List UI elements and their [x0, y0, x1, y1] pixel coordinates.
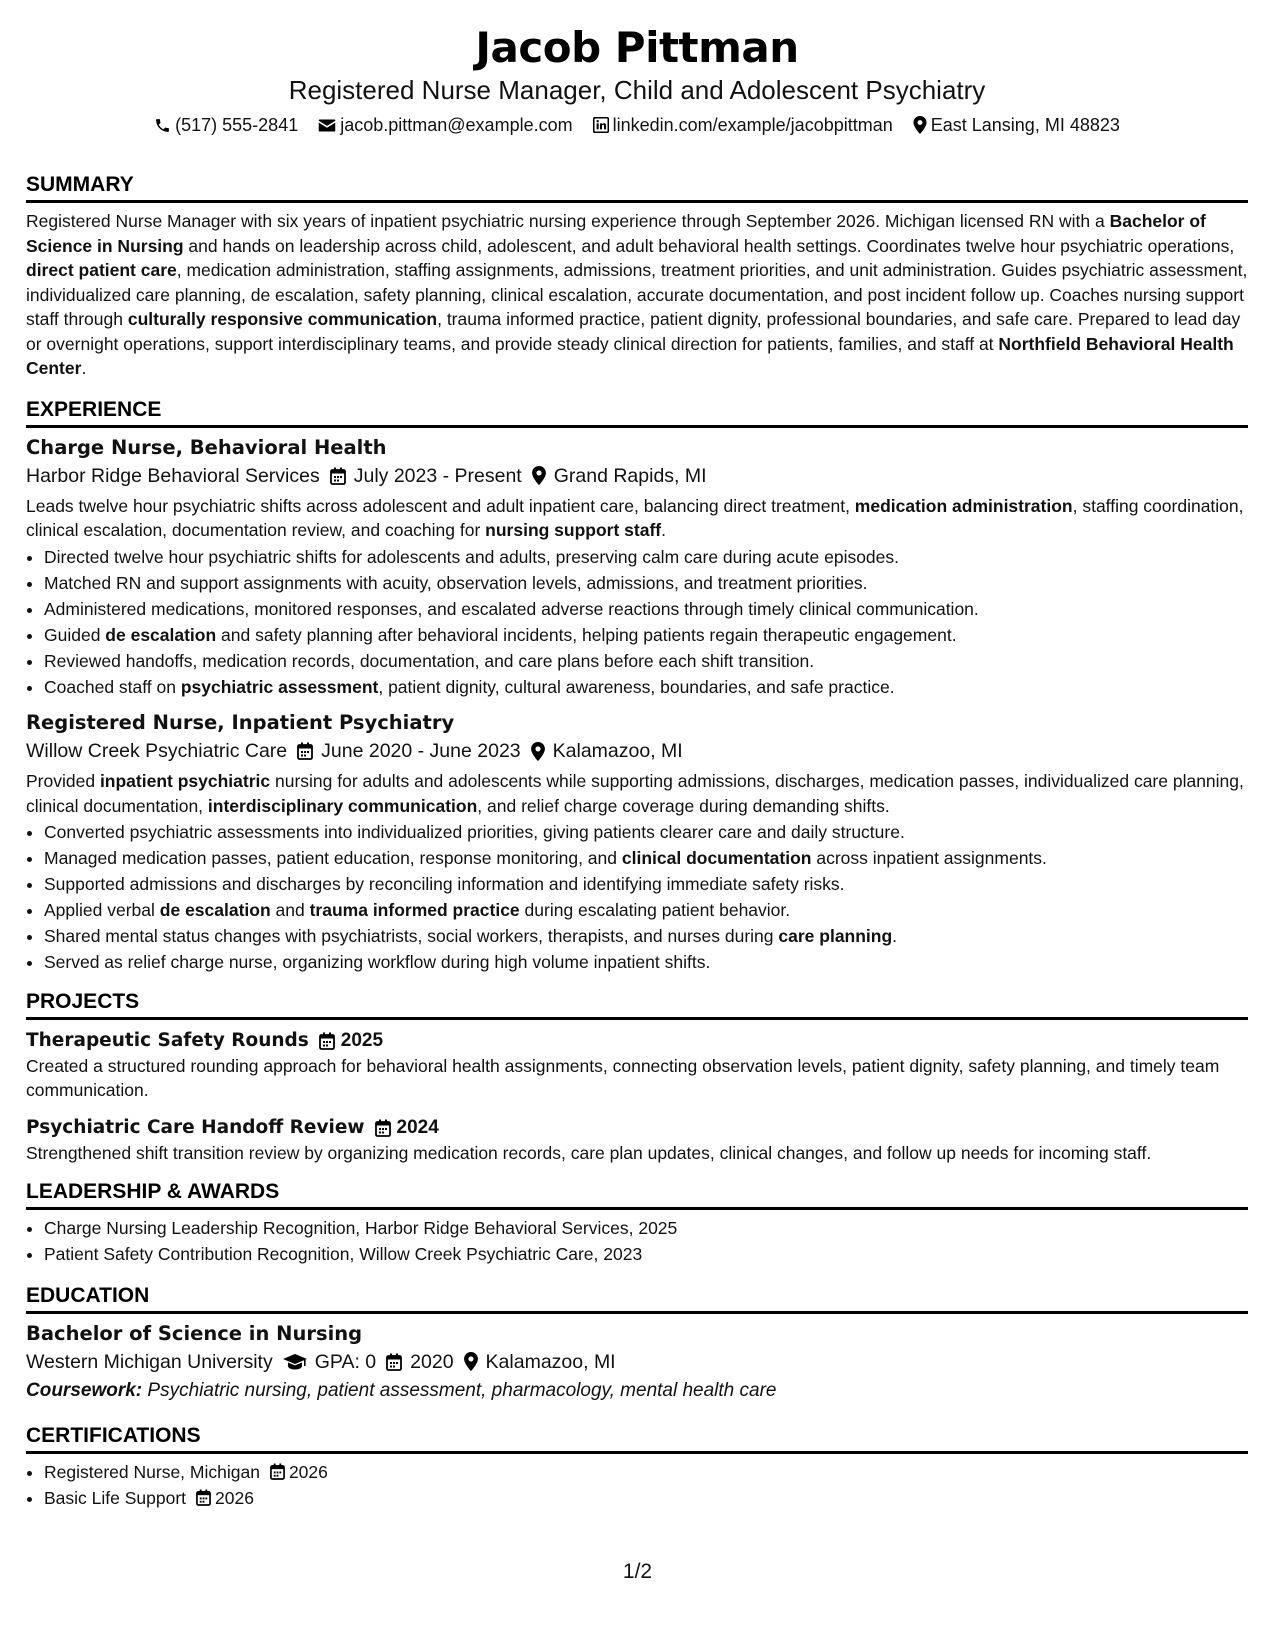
job-company: Harbor Ridge Behavioral Services	[26, 464, 320, 487]
calendar-icon	[330, 467, 346, 485]
project-title-row	[26, 1028, 1248, 1054]
list-item: • Guided de escalation and safety planning after behavioral incidents, helping patients regain therapeutic engagement.	[44, 623, 1248, 648]
job-description: Leads twelve hour psychiatric shifts across adolescent and adult inpatient care, balancing direct treatment, medication administration, staffing coordination, clinical escalation, documentation review, and coaching for nursing support staff.	[26, 495, 1244, 540]
resume-page	[26, 0, 1248, 1512]
map-pin-icon	[532, 466, 546, 485]
calendar-icon	[196, 1489, 211, 1506]
certifications-section	[26, 1423, 1248, 1511]
list-item: • Supported admissions and discharges by reconciling information and identifying immediate safety risks.	[44, 872, 1248, 897]
map-pin-icon	[531, 742, 545, 761]
section-title-certifications: CERTIFICATIONS	[26, 1423, 1248, 1454]
project-name: Psychiatric Care Handoff Review	[26, 1116, 365, 1138]
linkedin-icon	[593, 117, 609, 133]
section-title-education: EDUCATION	[26, 1283, 1248, 1314]
job-meta	[26, 462, 1248, 490]
job-dates: June 2020 - June 2023	[297, 737, 521, 765]
section-title-summary: SUMMARY	[26, 172, 1248, 203]
list-item: • Applied verbal de escalation and trauma informed practice during escalating patient behavior.	[44, 898, 1248, 923]
summary-text: Registered Nurse Manager with six years of inpatient psychiatric nursing experience through September 2026. Michigan licensed RN with a Bachelor of Science in Nursing and hands on leadership across child, adolescent, and adult behavioral health settings. Coordinates twelve hour psychiatric operations, direct patient care, medication administration, staffing assignments, admissions, treatment priorities, and unit administration. Guides psychiatric assessment, individualized care planning, de escalation, safety planning, clinical escalation, accurate documentation, and post incident follow up. Coaches nursing support staff through culturally responsive communication, trauma informed practice, patient dignity, professional boundaries, and safe care. Prepared to lead day or overnight operations, support interdisciplinary teams, and provide steady clinical direction for patients, families, and staff at Northfield Behavioral Health Center.	[26, 211, 1248, 378]
job-meta	[26, 737, 1248, 765]
contact-email[interactable]	[318, 112, 572, 138]
list-item: • Shared mental status changes with psychiatrists, social workers, therapists, and nurses during care planning.	[44, 924, 1248, 949]
cert-name: • Basic Life Support	[44, 1487, 187, 1508]
list-item	[44, 1486, 1248, 1511]
page-number: 1/2	[622, 1560, 653, 1583]
job-entry	[26, 709, 1248, 975]
list-item: • Patient Safety Contribution Recognition, Willow Creek Psychiatric Care, 2023	[44, 1242, 1248, 1267]
contact-linkedin[interactable]	[593, 112, 893, 138]
job-title: Charge Nurse, Behavioral Health	[26, 435, 387, 459]
section-title-experience: EXPERIENCE	[26, 397, 1248, 428]
section-title-leadership: LEADERSHIP & AWARDS	[26, 1179, 1248, 1210]
leadership-section	[26, 1179, 1248, 1267]
job-description: Provided inpatient psychiatric nursing for adults and adolescents while supporting admissions, discharges, medication passes, individualized care planning, clinical documentation, interdisciplinary communication, and relief charge coverage during demanding shifts.	[26, 771, 1244, 816]
certifications-list	[26, 1460, 1248, 1511]
school-name: Western Michigan University	[26, 1350, 273, 1373]
job-bullets	[26, 820, 1248, 975]
experience-section	[26, 397, 1248, 975]
linkedin-link[interactable]: linkedin.com/example/jacobpittman	[612, 115, 893, 135]
map-pin-icon	[913, 116, 927, 134]
email-link[interactable]: jacob.pittman@example.com	[340, 115, 573, 135]
list-item: • Served as relief charge nurse, organizing workflow during high volume inpatient shifts.	[44, 950, 1248, 975]
list-item: • Coached staff on psychiatric assessment, patient dignity, cultural awareness, boundaries, and safe practice.	[44, 675, 1248, 700]
contact-location	[913, 112, 1120, 138]
phone-text: (517) 555-2841	[175, 115, 299, 135]
job-bullets	[26, 545, 1248, 700]
phone-icon	[154, 117, 171, 134]
cert-year: 2026	[196, 1486, 254, 1511]
job-location: Grand Rapids, MI	[532, 462, 707, 490]
list-item: • Reviewed handoffs, medication records, documentation, and care plans before each shift transition.	[44, 649, 1248, 674]
project-year: 2024	[375, 1115, 439, 1141]
job-entry	[26, 434, 1248, 700]
envelope-icon	[318, 118, 336, 133]
project-name: Therapeutic Safety Rounds	[26, 1029, 309, 1051]
list-item	[44, 1460, 1248, 1485]
calendar-icon	[386, 1353, 402, 1371]
list-item: • Directed twelve hour psychiatric shifts for adolescents and adults, preserving calm care during acute episodes.	[44, 545, 1248, 570]
calendar-icon	[297, 742, 313, 760]
project-title-row	[26, 1115, 1248, 1141]
project-entry	[26, 1115, 1248, 1166]
cert-year: 2026	[270, 1460, 328, 1485]
leadership-list	[26, 1216, 1248, 1267]
degree-title: Bachelor of Science in Nursing	[26, 1321, 363, 1345]
job-company: Willow Creek Psychiatric Care	[26, 740, 288, 762]
resume-header	[26, 0, 1248, 138]
list-item: • Charge Nursing Leadership Recognition, Harbor Ridge Behavioral Services, 2025	[44, 1216, 1248, 1241]
candidate-name: Jacob Pittman	[475, 23, 799, 72]
project-description: Strengthened shift transition review by organizing medication records, care plan updates, clinical changes, and follow up needs for incoming staff.	[26, 1142, 1152, 1163]
education-location: Kalamazoo, MI	[464, 1348, 616, 1376]
job-location: Kalamazoo, MI	[531, 737, 683, 765]
location-text: East Lansing, MI 48823	[930, 115, 1120, 135]
education-meta	[26, 1348, 1248, 1376]
coursework: Coursework: Psychiatric nursing, patient assessment, pharmacology, mental health care	[26, 1379, 777, 1401]
calendar-icon	[319, 1032, 335, 1050]
project-description: Created a structured rounding approach for behavioral health assignments, connecting observation levels, patient dignity, safety planning, and timely team communication.	[26, 1055, 1220, 1100]
job-dates: July 2023 - Present	[330, 462, 522, 490]
map-pin-icon	[464, 1352, 478, 1371]
education-year: 2020	[386, 1348, 453, 1376]
gpa: GPA: 0	[283, 1348, 376, 1376]
candidate-headline: Registered Nurse Manager, Child and Adolescent Psychiatry	[288, 75, 986, 105]
job-title: Registered Nurse, Inpatient Psychiatry	[26, 711, 455, 734]
summary-section	[26, 172, 1248, 381]
contact-row	[26, 112, 1248, 138]
cert-name: • Registered Nurse, Michigan	[44, 1461, 260, 1482]
education-section	[26, 1283, 1248, 1405]
project-year: 2025	[319, 1028, 383, 1054]
calendar-icon	[375, 1119, 391, 1137]
projects-section	[26, 989, 1248, 1166]
list-item: • Managed medication passes, patient education, response monitoring, and clinical documentation across inpatient assignments.	[44, 846, 1248, 871]
project-entry	[26, 1028, 1248, 1103]
graduation-cap-icon	[283, 1354, 307, 1370]
section-title-projects: PROJECTS	[26, 989, 1248, 1020]
list-item: • Administered medications, monitored responses, and escalated adverse reactions through timely clinical communication.	[44, 597, 1248, 622]
contact-phone	[154, 112, 298, 138]
calendar-icon	[270, 1463, 285, 1480]
list-item: • Matched RN and support assignments with acuity, observation levels, admissions, and treatment priorities.	[44, 571, 1248, 596]
list-item: • Converted psychiatric assessments into individualized priorities, giving patients clearer care and daily structure.	[44, 820, 1248, 845]
